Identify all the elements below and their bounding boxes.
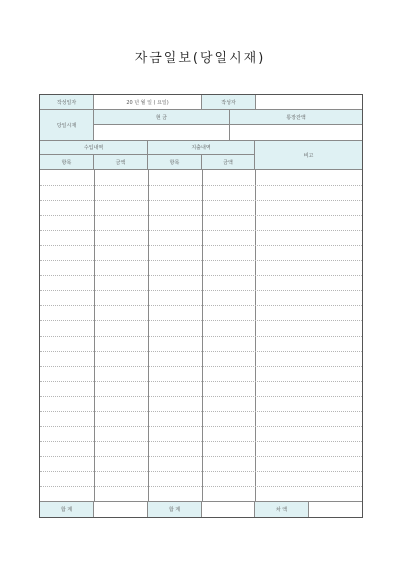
daily-cash-label: 당일시재 <box>40 110 94 141</box>
expense-amount-header: 금액 <box>202 155 255 170</box>
income-total-label: 합 계 <box>40 501 94 517</box>
ledger-row-divider <box>40 336 362 337</box>
author-date-field[interactable]: 20 년 월 일 ( 요일) <box>94 95 202 110</box>
ledger-row-divider <box>40 185 362 186</box>
ledger-row-divider <box>40 471 362 472</box>
ledger-row-divider <box>40 305 362 306</box>
ledger-row-divider <box>40 320 362 321</box>
difference-field[interactable] <box>309 501 362 517</box>
author-date-label: 작성일자 <box>40 95 94 110</box>
ledger-row-divider <box>40 456 362 457</box>
remarks-header: 비고 <box>255 141 362 170</box>
ledger-row-divider <box>40 290 362 291</box>
author-label: 작성자 <box>202 95 256 110</box>
ledger-row-divider <box>40 486 362 487</box>
ledger-row-divider <box>40 351 362 352</box>
ledger-row-divider <box>40 215 362 216</box>
ledger-row-divider <box>40 426 362 427</box>
ledger-row-divider <box>40 366 362 367</box>
ledger-row-divider <box>40 260 362 261</box>
cash-report-form <box>39 94 363 518</box>
cash-label: 현 금 <box>94 110 230 125</box>
page-title: 자금일보(당일시재) <box>134 51 266 66</box>
ledger-row-divider <box>40 441 362 442</box>
ledger-row-divider <box>40 396 362 397</box>
difference-label: 차 액 <box>255 501 309 517</box>
bank-balance-label: 통장잔액 <box>230 110 362 125</box>
bank-balance-field[interactable] <box>230 125 362 141</box>
ledger-row-divider <box>40 230 362 231</box>
ledger-row-divider <box>40 200 362 201</box>
expense-total-field[interactable] <box>202 501 255 517</box>
cash-amount-field[interactable] <box>94 125 230 141</box>
ledger-row-divider <box>40 411 362 412</box>
author-field[interactable] <box>256 95 362 110</box>
ledger-row-divider <box>40 381 362 382</box>
income-item-header: 항목 <box>40 155 94 170</box>
ledger-row-divider <box>40 275 362 276</box>
ledger-row-divider <box>40 245 362 246</box>
income-total-field[interactable] <box>94 501 148 517</box>
income-amount-header: 금액 <box>94 155 148 170</box>
expense-total-label: 합 계 <box>148 501 202 517</box>
expense-header: 지출내역 <box>148 141 255 155</box>
ledger-body[interactable] <box>40 170 362 501</box>
expense-item-header: 항목 <box>148 155 202 170</box>
income-header: 수입내역 <box>40 141 148 155</box>
